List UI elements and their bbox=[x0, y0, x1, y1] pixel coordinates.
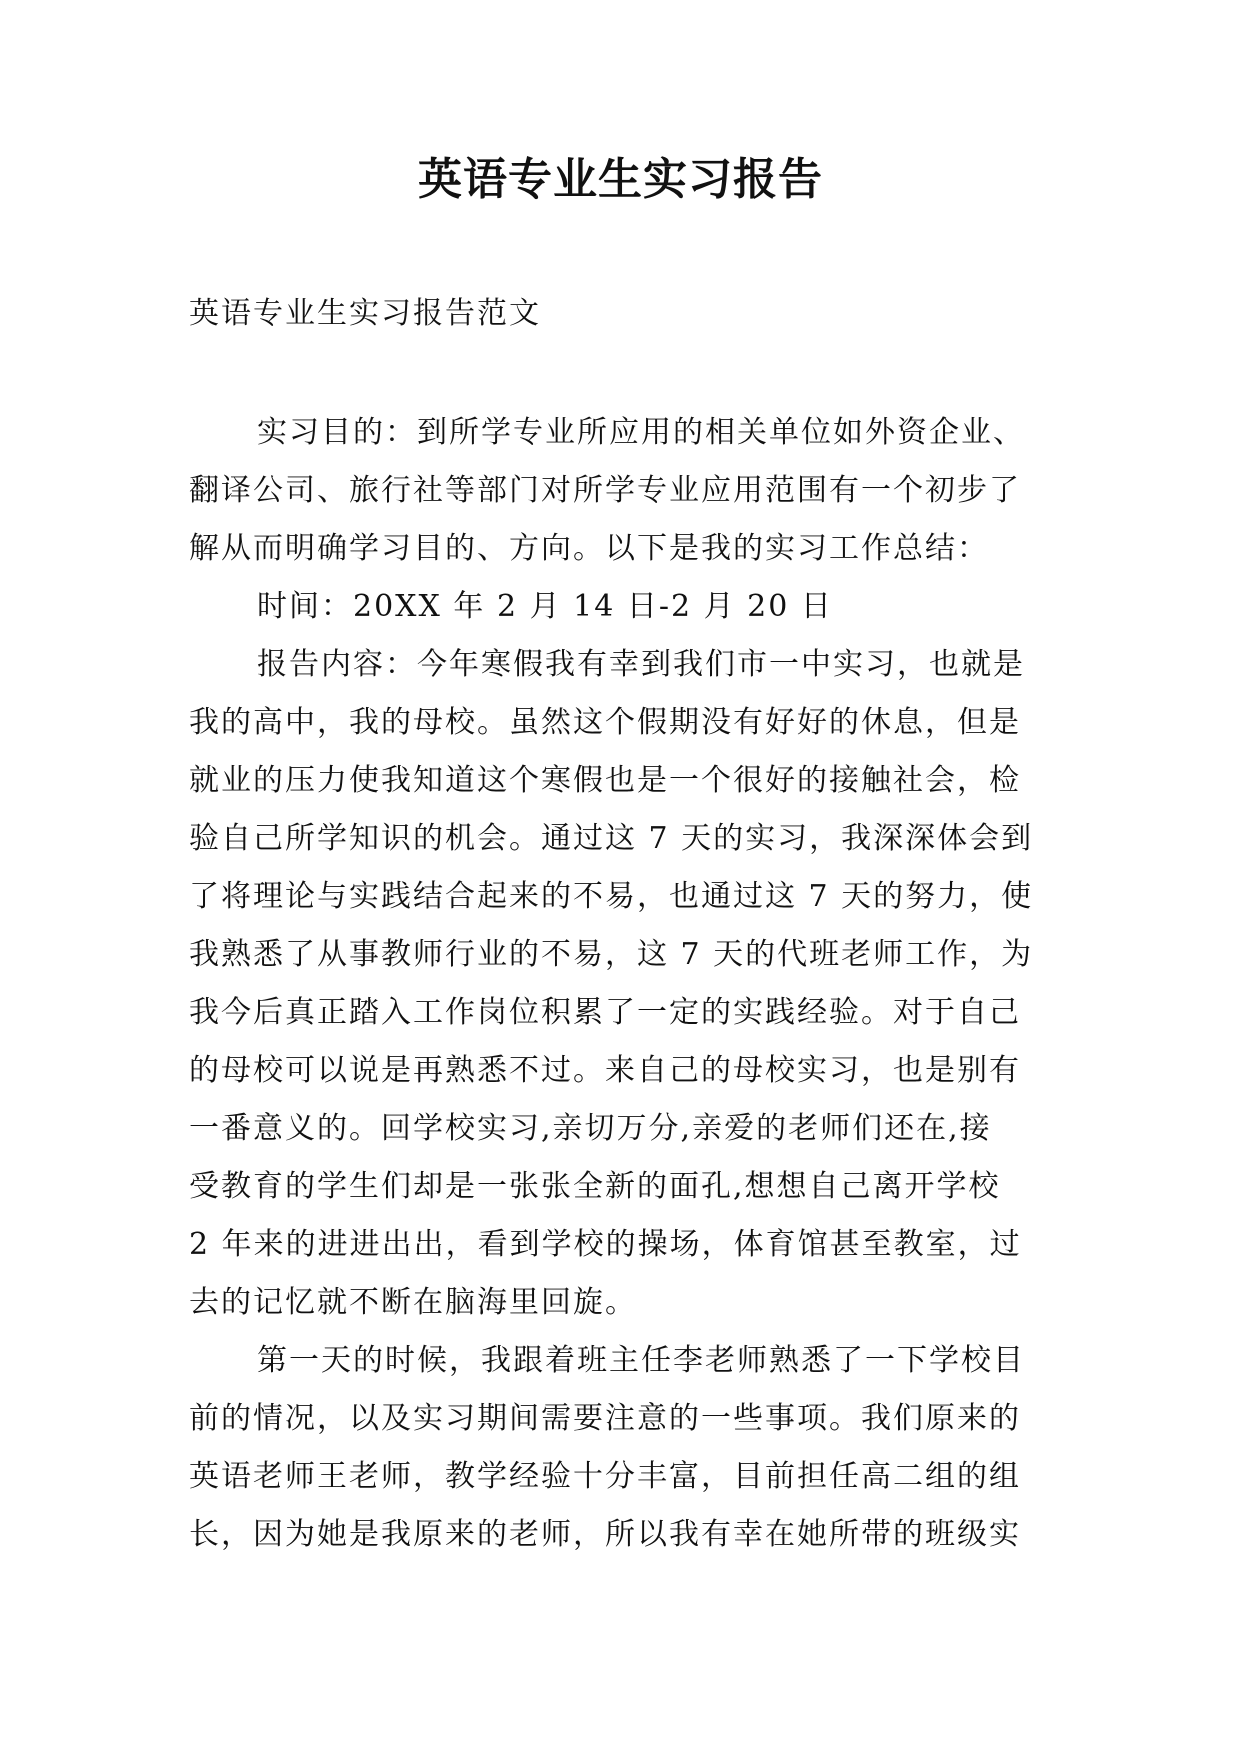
body-text-line: 前的情况，以及实习期间需要注意的一些事项。我们原来的 bbox=[189, 1401, 1021, 1436]
body-text-line: 验自己所学知识的机会。通过这 7 天的实习，我深深体会到 bbox=[189, 821, 1034, 856]
body-text-line: 时间：20XX 年 2 月 14 日-2 月 20 日 bbox=[257, 589, 833, 624]
body-text-line: 2 年来的进进出出，看到学校的操场，体育馆甚至教室，过 bbox=[189, 1227, 1022, 1262]
body-text-line: 报告内容：今年寒假我有幸到我们市一中实习，也就是 bbox=[257, 647, 1025, 682]
body-text-line: 的母校可以说是再熟悉不过。来自己的母校实习，也是别有 bbox=[189, 1053, 1021, 1088]
document-title: 英语专业生实习报告 bbox=[418, 154, 823, 205]
body-text-line: 了将理论与实践结合起来的不易，也通过这 7 天的努力，使 bbox=[189, 879, 1034, 914]
body-text-line: 解从而明确学习目的、方向。以下是我的实习工作总结： bbox=[189, 531, 989, 566]
body-text-line: 我今后真正踏入工作岗位积累了一定的实践经验。对于自己 bbox=[189, 995, 1021, 1030]
document-subtitle: 英语专业生实习报告范文 bbox=[189, 296, 541, 331]
body-text-line: 去的记忆就不断在脑海里回旋。 bbox=[189, 1285, 637, 1320]
body-text-line: 翻译公司、旅行社等部门对所学专业应用范围有一个初步了 bbox=[189, 473, 1021, 508]
body-text-line: 实习目的：到所学专业所应用的相关单位如外资企业、 bbox=[257, 415, 1025, 450]
body-text-line: 第一天的时候，我跟着班主任李老师熟悉了一下学校目 bbox=[257, 1343, 1025, 1378]
body-text-line: 英语老师王老师，教学经验十分丰富，目前担任高二组的组 bbox=[189, 1459, 1021, 1494]
body-text-line: 一番意义的。回学校实习,亲切万分,亲爱的老师们还在,接 bbox=[189, 1111, 992, 1146]
document-body bbox=[189, 404, 1069, 1564]
body-text-line: 长，因为她是我原来的老师，所以我有幸在她所带的班级实 bbox=[189, 1517, 1021, 1552]
body-text-line: 受教育的学生们却是一张张全新的面孔,想想自己离开学校 bbox=[189, 1169, 1001, 1204]
body-text-line: 就业的压力使我知道这个寒假也是一个很好的接触社会，检 bbox=[189, 763, 1021, 798]
body-text-line: 我熟悉了从事教师行业的不易，这 7 天的代班老师工作，为 bbox=[189, 937, 1034, 972]
body-text-line: 我的高中，我的母校。虽然这个假期没有好好的休息，但是 bbox=[189, 705, 1021, 740]
